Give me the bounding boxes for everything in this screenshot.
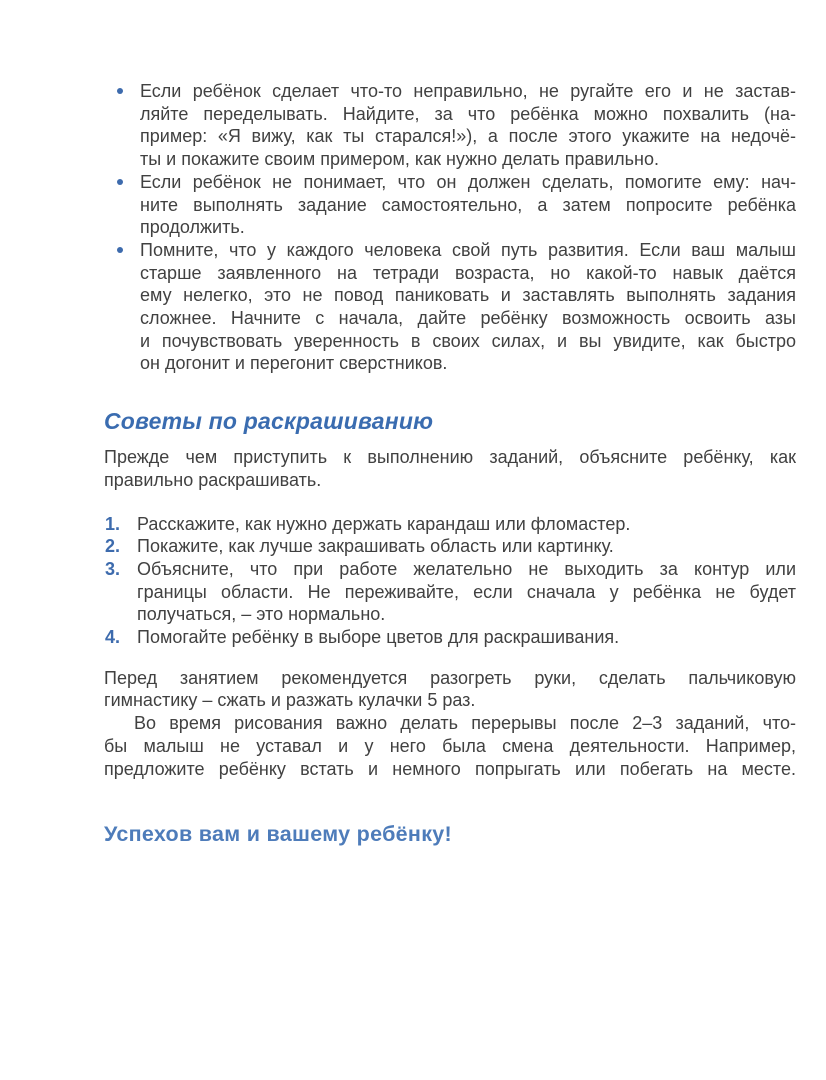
text-line: пример: «Я вижу, как ты старался!»), а после этого укажите на недочё- [140, 126, 796, 147]
page-content [104, 80, 796, 848]
text-line: Прежде чем приступить к выполнению заданий, объясните ребёнку, как [104, 447, 796, 468]
text-line: получаться, – это нормально. [137, 604, 386, 625]
advice-bullet-list [104, 80, 796, 375]
text-line: Покажите, как лучше закрашивать область или картинку. [137, 536, 614, 557]
paragraph [104, 667, 796, 712]
numbered-item [104, 513, 796, 536]
text-line: и почувствовать уверенность в своих силах, и вы увидите, как быстро [140, 330, 796, 351]
text-line: Если ребёнок сделает что-то неправильно, не ругайте его и не застав- [140, 81, 796, 101]
text-line: гимнастику – сжать и разжать кулачки 5 раз. [104, 690, 476, 711]
item-number: 1. [105, 513, 121, 534]
paragraph [104, 712, 796, 780]
item-number: 3. [105, 558, 121, 579]
text-line: ните выполнять задание самостоятельно, а затем попросите ребёнка [140, 194, 796, 215]
text-line: предложите ребёнку встать и немного попрыгать или побегать на месте. [104, 758, 796, 779]
bullet-marker-icon [117, 88, 123, 94]
bullet-item [104, 171, 796, 239]
text-line: старше заявленного на тетради возраста, но какой-то навык даётся [140, 262, 796, 283]
section-heading: Советы по раскрашиванию [104, 408, 434, 435]
item-number: 2. [105, 536, 121, 557]
text-line: продолжить. [140, 217, 245, 238]
numbered-item [104, 535, 796, 558]
text-line: бы малыш не уставал и у него была смена деятельности. Например, [104, 735, 796, 756]
bullet-marker-icon [117, 247, 123, 253]
item-number: 4. [105, 627, 121, 648]
coloring-tips-list [104, 513, 796, 649]
text-line: он догонит и перегонит сверстников. [140, 353, 448, 374]
closing-line: Успехов вам и вашему ребёнку! [104, 822, 452, 847]
text-line: Если ребёнок не понимает, что он должен сделать, помогите ему: нач- [140, 171, 796, 192]
text-line: Помогайте ребёнку в выборе цветов для раскрашивания. [137, 627, 620, 648]
body-paragraphs [104, 667, 796, 781]
text-line: Во время рисования важно делать перерывы после 2–3 заданий, что- [134, 713, 796, 734]
text-line: границы области. Не переживайте, если сначала у ребёнка не будет [137, 581, 796, 602]
numbered-item [104, 626, 796, 649]
numbered-item [104, 558, 796, 626]
text-line: ему нелегко, это не повод паниковать и заставлять выполнять задания [140, 285, 796, 306]
text-line: Помните, что у каждого человека свой путь развития. Если ваш малыш [140, 239, 796, 260]
text-line: Расскажите, как нужно держать карандаш или фломастер. [137, 513, 631, 534]
text-line: ты и покажите своим примером, как нужно делать правильно. [140, 149, 659, 170]
intro-paragraph [104, 446, 796, 491]
text-line: Перед занятием рекомендуется разогреть руки, сделать пальчиковую [104, 667, 796, 688]
text-line: сложнее. Начните с начала, дайте ребёнку возможность освоить азы [140, 308, 796, 329]
bullet-item [104, 80, 796, 171]
bullet-item [104, 239, 796, 375]
bullet-marker-icon [117, 179, 123, 185]
text-line: ляйте переделывать. Найдите, за что ребёнка можно похвалить (на- [140, 103, 796, 124]
text-line: правильно раскрашивать. [104, 469, 322, 490]
text-line: Объясните, что при работе желательно не выходить за контур или [137, 558, 796, 579]
